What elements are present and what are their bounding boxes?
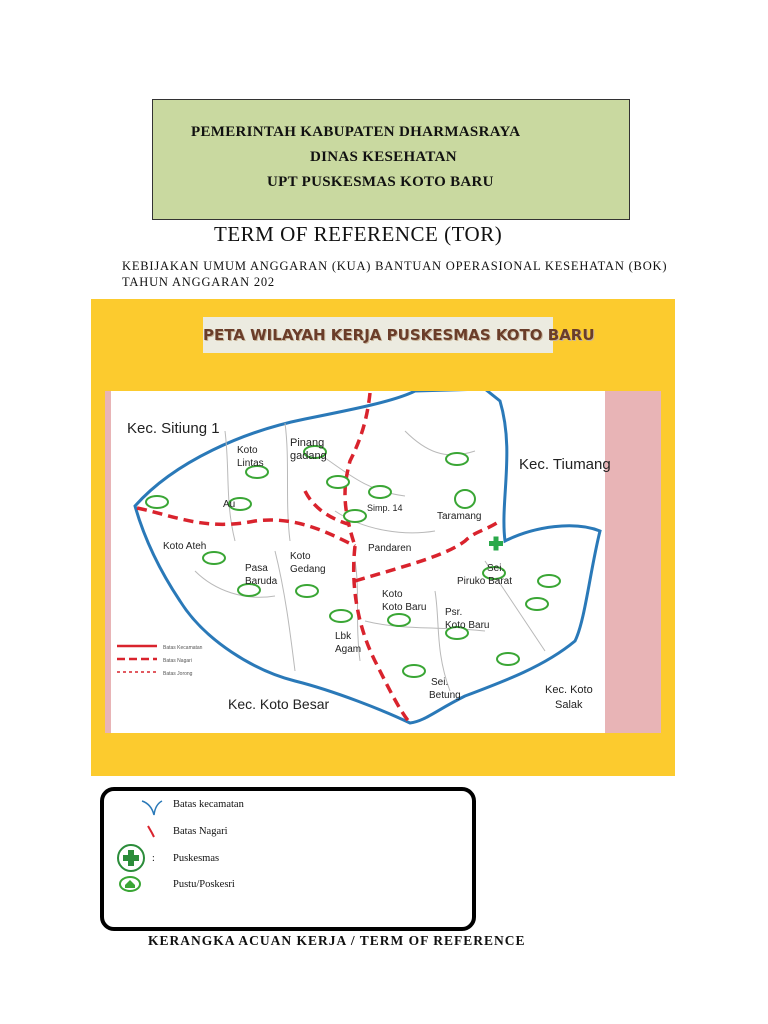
- label-lbk-2: Agam: [335, 644, 362, 655]
- red-dash-icon: [142, 823, 162, 839]
- label-kec-koto-besar: Kec. Koto Besar: [228, 696, 330, 712]
- map-panel: [91, 299, 675, 776]
- puskesmas-cross-icon: [116, 843, 146, 873]
- label-koto-gedang-2: Gedang: [290, 564, 326, 575]
- label-kec-koto-salak-2: Salak: [555, 699, 583, 711]
- footer-title: KERANGKA ACUAN KERJA / TERM OF REFERENCE: [148, 933, 526, 948]
- label-psr-1: Psr.: [445, 607, 463, 618]
- inner-legend-jorong: Batas Jorong: [163, 671, 193, 677]
- header-department: DINAS KESEHATAN: [310, 149, 457, 165]
- label-koto-gedang-1: Koto: [290, 551, 311, 562]
- legend-colon: :: [152, 853, 155, 864]
- label-taramang: Taramang: [437, 511, 482, 522]
- document-subtitle-line1: KEBIJAKAN UMUM ANGGARAN (KUA) BANTUAN OPERASIONAL KESEHATAN (BOK): [122, 259, 668, 273]
- header-government: PEMERINTAH KABUPATEN DHARMASRAYA: [191, 124, 521, 140]
- label-koto-lintas-1: Koto: [237, 445, 258, 456]
- label-koto-baru-2: Koto Baru: [382, 602, 427, 613]
- label-piruko-1: Sei.: [487, 563, 505, 574]
- inner-legend-nagari: Batas Nagari: [163, 658, 192, 664]
- label-kec-tiumang: Kec. Tiumang: [519, 456, 611, 473]
- legend-label-pustu: Pustu/Poskesri: [173, 879, 235, 890]
- inner-legend-kecamatan: Batas Kecamatan: [163, 645, 203, 651]
- header-box: [152, 99, 630, 220]
- label-pinang-2: gadang: [290, 450, 327, 462]
- label-piruko-2: Piruko Barat: [457, 576, 513, 587]
- pustu-house-icon: [118, 875, 142, 893]
- document-subtitle-line2: TAHUN ANGGARAN 202: [122, 275, 275, 289]
- label-pinang-1: Pinang: [290, 437, 325, 449]
- label-pasa-2: Baruda: [245, 576, 278, 587]
- legend-label-kecamatan: Batas kecamatan: [173, 799, 244, 810]
- legend-box: [100, 787, 476, 931]
- label-sei-betung-2: Betung: [429, 690, 461, 701]
- map-area: [105, 391, 661, 733]
- label-kec-koto-salak-1: Kec. Koto: [545, 684, 593, 696]
- label-au: Au: [223, 499, 236, 510]
- label-lbk-1: Lbk: [335, 631, 352, 642]
- label-psr-2: Koto Baru: [445, 620, 490, 631]
- label-simp14: Simp. 14: [367, 503, 403, 513]
- legend-label-nagari: Batas Nagari: [173, 826, 228, 837]
- map-image: [105, 391, 661, 733]
- header-puskesmas: UPT PUSKESMAS KOTO BARU: [267, 174, 494, 190]
- map-title: PETA WILAYAH KERJA PUSKESMAS KOTO BARU: [203, 326, 595, 344]
- label-sei-betung-1: Sei.: [431, 677, 449, 688]
- label-kec-sitiung: Kec. Sitiung 1: [127, 420, 220, 437]
- legend-label-puskesmas: Puskesmas: [173, 853, 220, 864]
- blue-line-icon: [140, 797, 164, 819]
- label-koto-baru-1: Koto: [382, 589, 403, 600]
- label-pandaren: Pandaren: [368, 543, 412, 554]
- label-koto-lintas-2: Lintas: [237, 458, 264, 469]
- label-koto-ateh: Koto Ateh: [163, 541, 207, 552]
- document-title: TERM OF REFERENCE (TOR): [214, 222, 503, 246]
- map-title-box: [203, 317, 595, 353]
- label-pasa-1: Pasa: [245, 563, 268, 574]
